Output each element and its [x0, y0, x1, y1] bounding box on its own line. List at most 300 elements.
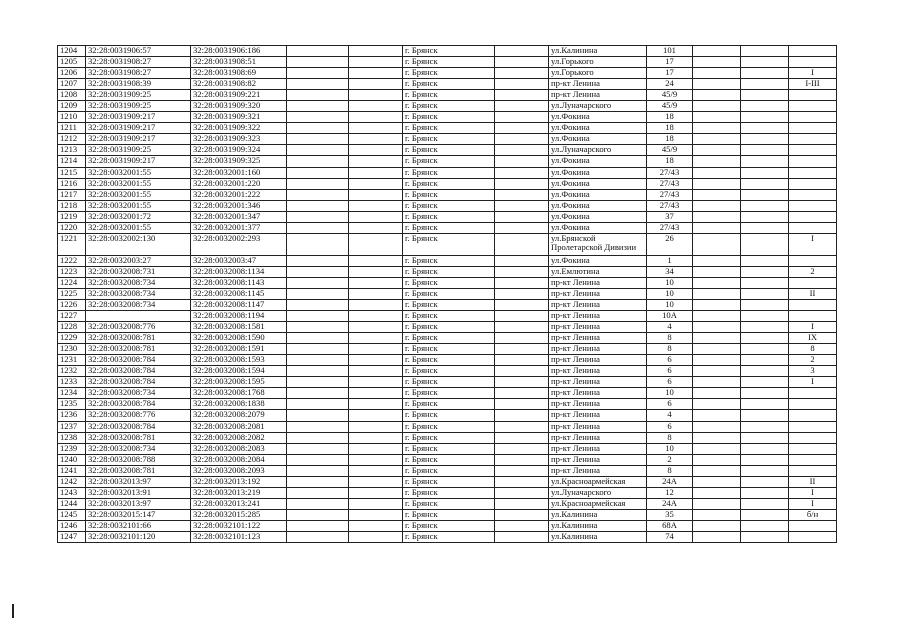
- empty-cell: [693, 112, 741, 123]
- empty-cell: [495, 123, 549, 134]
- empty-cell: [693, 134, 741, 145]
- street-cell: пр-кт Ленина: [549, 432, 647, 443]
- city-cell: г. Брянск: [403, 255, 495, 266]
- cadastral-object-cell: 32:28:0032008:1591: [191, 344, 287, 355]
- empty-cell: [349, 123, 403, 134]
- empty-cell: [349, 222, 403, 233]
- cadastral-object-cell: 32:28:0032003:47: [191, 255, 287, 266]
- empty-cell: [349, 355, 403, 366]
- empty-cell: [287, 101, 349, 112]
- empty-cell: [741, 388, 789, 399]
- premises-number-cell: [789, 421, 837, 432]
- cadastral-parcel-cell: 32:28:0032008:734: [86, 443, 191, 454]
- empty-cell: [349, 465, 403, 476]
- house-number-cell: 18: [647, 123, 693, 134]
- empty-cell: [741, 288, 789, 299]
- city-cell: г. Брянск: [403, 178, 495, 189]
- empty-cell: [287, 156, 349, 167]
- table-row: [58, 90, 837, 101]
- empty-cell: [349, 277, 403, 288]
- empty-cell: [349, 101, 403, 112]
- empty-cell: [741, 200, 789, 211]
- premises-number-cell: [789, 443, 837, 454]
- house-number-cell: 6: [647, 399, 693, 410]
- empty-cell: [349, 178, 403, 189]
- empty-cell: [287, 79, 349, 90]
- empty-cell: [495, 531, 549, 542]
- empty-cell: [495, 432, 549, 443]
- empty-cell: [741, 421, 789, 432]
- cadastral-object-cell: 32:28:0032101:122: [191, 520, 287, 531]
- cadastral-parcel-cell: 32:28:0031909:217: [86, 123, 191, 134]
- row-number-cell: 1240: [58, 454, 86, 465]
- empty-cell: [349, 79, 403, 90]
- street-cell: ул.Калинина: [549, 509, 647, 520]
- empty-cell: [287, 399, 349, 410]
- cadastral-parcel-cell: 32:28:0031909:217: [86, 156, 191, 167]
- house-number-cell: 74: [647, 531, 693, 542]
- empty-cell: [349, 134, 403, 145]
- city-cell: г. Брянск: [403, 355, 495, 366]
- table-row: [58, 255, 837, 266]
- empty-cell: [741, 443, 789, 454]
- city-cell: г. Брянск: [403, 509, 495, 520]
- premises-number-cell: II: [789, 288, 837, 299]
- register-rows: [58, 46, 837, 543]
- row-number-cell: 1237: [58, 421, 86, 432]
- cadastral-parcel-cell: 32:28:0032001:55: [86, 200, 191, 211]
- row-number-cell: 1215: [58, 167, 86, 178]
- house-number-cell: 10А: [647, 311, 693, 322]
- house-number-cell: 17: [647, 57, 693, 68]
- empty-cell: [349, 255, 403, 266]
- empty-cell: [693, 101, 741, 112]
- house-number-cell: 2: [647, 454, 693, 465]
- empty-cell: [741, 311, 789, 322]
- row-number-cell: 1230: [58, 344, 86, 355]
- table-row: [58, 498, 837, 509]
- street-cell: ул.Красноармейская: [549, 476, 647, 487]
- row-number-cell: 1234: [58, 388, 86, 399]
- empty-cell: [741, 123, 789, 134]
- cadastral-object-cell: 32:28:0032008:1134: [191, 266, 287, 277]
- cadastral-object-cell: 32:28:0031909:323: [191, 134, 287, 145]
- house-number-cell: 10: [647, 288, 693, 299]
- house-number-cell: 6: [647, 355, 693, 366]
- empty-cell: [349, 344, 403, 355]
- cadastral-object-cell: 32:28:0031908:82: [191, 79, 287, 90]
- empty-cell: [693, 57, 741, 68]
- table-row: [58, 266, 837, 277]
- empty-cell: [495, 156, 549, 167]
- city-cell: г. Брянск: [403, 156, 495, 167]
- premises-number-cell: I: [789, 487, 837, 498]
- empty-cell: [495, 311, 549, 322]
- house-number-cell: 45/9: [647, 90, 693, 101]
- house-number-cell: 1: [647, 255, 693, 266]
- city-cell: г. Брянск: [403, 57, 495, 68]
- empty-cell: [693, 432, 741, 443]
- table-row: [58, 366, 837, 377]
- empty-cell: [693, 90, 741, 101]
- empty-cell: [693, 222, 741, 233]
- table-row: [58, 377, 837, 388]
- premises-number-cell: [789, 57, 837, 68]
- city-cell: г. Брянск: [403, 266, 495, 277]
- empty-cell: [349, 167, 403, 178]
- cadastral-object-cell: 32:28:0032001:220: [191, 178, 287, 189]
- table-row: [58, 410, 837, 421]
- table-row: [58, 112, 837, 123]
- house-number-cell: 45/9: [647, 145, 693, 156]
- empty-cell: [349, 68, 403, 79]
- city-cell: г. Брянск: [403, 299, 495, 310]
- empty-cell: [349, 366, 403, 377]
- empty-cell: [693, 399, 741, 410]
- cadastral-object-cell: 32:28:0031909:221: [191, 90, 287, 101]
- empty-cell: [741, 454, 789, 465]
- empty-cell: [693, 46, 741, 57]
- city-cell: г. Брянск: [403, 377, 495, 388]
- table-row: [58, 465, 837, 476]
- empty-cell: [741, 355, 789, 366]
- empty-cell: [495, 233, 549, 255]
- house-number-cell: 27/43: [647, 200, 693, 211]
- cadastral-object-cell: 32:28:0032002:293: [191, 233, 287, 255]
- row-number-cell: 1205: [58, 57, 86, 68]
- premises-number-cell: [789, 112, 837, 123]
- empty-cell: [495, 277, 549, 288]
- premises-number-cell: [789, 145, 837, 156]
- cadastral-parcel-cell: 32:28:0032008:788: [86, 454, 191, 465]
- table-row: [58, 432, 837, 443]
- premises-number-cell: [789, 399, 837, 410]
- empty-cell: [693, 68, 741, 79]
- cadastral-parcel-cell: 32:28:0032013:91: [86, 487, 191, 498]
- premises-number-cell: [789, 277, 837, 288]
- street-cell: ул.Калинина: [549, 520, 647, 531]
- empty-cell: [693, 509, 741, 520]
- table-row: [58, 57, 837, 68]
- empty-cell: [693, 322, 741, 333]
- street-cell: ул.Горького: [549, 57, 647, 68]
- empty-cell: [693, 454, 741, 465]
- empty-cell: [495, 57, 549, 68]
- street-cell: ул.Луначарского: [549, 101, 647, 112]
- table-row: [58, 454, 837, 465]
- cadastral-object-cell: 32:28:0032008:1768: [191, 388, 287, 399]
- empty-cell: [495, 344, 549, 355]
- cadastral-object-cell: 32:28:0031909:320: [191, 101, 287, 112]
- cadastral-object-cell: 32:28:0031909:322: [191, 123, 287, 134]
- city-cell: г. Брянск: [403, 498, 495, 509]
- table-row: [58, 134, 837, 145]
- empty-cell: [693, 377, 741, 388]
- cadastral-parcel-cell: 32:28:0032008:784: [86, 421, 191, 432]
- empty-cell: [287, 366, 349, 377]
- house-number-cell: 4: [647, 410, 693, 421]
- empty-cell: [287, 498, 349, 509]
- row-number-cell: 1217: [58, 189, 86, 200]
- street-cell: ул.Фокина: [549, 255, 647, 266]
- empty-cell: [287, 200, 349, 211]
- house-number-cell: 24А: [647, 498, 693, 509]
- street-cell: пр-кт Ленина: [549, 421, 647, 432]
- row-number-cell: 1219: [58, 211, 86, 222]
- empty-cell: [741, 79, 789, 90]
- table-row: [58, 79, 837, 90]
- empty-cell: [741, 90, 789, 101]
- house-number-cell: 10: [647, 299, 693, 310]
- street-cell: ул.Фокина: [549, 222, 647, 233]
- cadastral-object-cell: 32:28:0032008:1595: [191, 377, 287, 388]
- premises-number-cell: IX: [789, 333, 837, 344]
- row-number-cell: 1222: [58, 255, 86, 266]
- row-number-cell: 1209: [58, 101, 86, 112]
- cadastral-object-cell: 32:28:0032008:2082: [191, 432, 287, 443]
- empty-cell: [495, 90, 549, 101]
- empty-cell: [495, 134, 549, 145]
- empty-cell: [287, 509, 349, 520]
- premises-number-cell: 2: [789, 355, 837, 366]
- cadastral-object-cell: 32:28:0031909:325: [191, 156, 287, 167]
- city-cell: г. Брянск: [403, 421, 495, 432]
- empty-cell: [495, 46, 549, 57]
- cadastral-parcel-cell: 32:28:0032008:781: [86, 432, 191, 443]
- premises-number-cell: [789, 134, 837, 145]
- row-number-cell: 1232: [58, 366, 86, 377]
- empty-cell: [741, 101, 789, 112]
- city-cell: г. Брянск: [403, 167, 495, 178]
- empty-cell: [495, 322, 549, 333]
- empty-cell: [495, 112, 549, 123]
- cadastral-parcel-cell: 32:28:0031908:39: [86, 79, 191, 90]
- empty-cell: [349, 156, 403, 167]
- premises-number-cell: [789, 454, 837, 465]
- empty-cell: [287, 211, 349, 222]
- city-cell: г. Брянск: [403, 311, 495, 322]
- house-number-cell: 34: [647, 266, 693, 277]
- premises-number-cell: I: [789, 233, 837, 255]
- empty-cell: [741, 377, 789, 388]
- empty-cell: [693, 167, 741, 178]
- premises-number-cell: [789, 255, 837, 266]
- empty-cell: [287, 222, 349, 233]
- street-cell: ул.Фокина: [549, 123, 647, 134]
- house-number-cell: 24А: [647, 476, 693, 487]
- empty-cell: [495, 189, 549, 200]
- empty-cell: [349, 145, 403, 156]
- empty-cell: [495, 465, 549, 476]
- cadastral-object-cell: 32:28:0032008:1194: [191, 311, 287, 322]
- empty-cell: [693, 366, 741, 377]
- empty-cell: [741, 222, 789, 233]
- cadastral-object-cell: 32:28:0032015:285: [191, 509, 287, 520]
- house-number-cell: 6: [647, 377, 693, 388]
- empty-cell: [495, 399, 549, 410]
- empty-cell: [495, 68, 549, 79]
- cadastral-object-cell: 32:28:0032001:346: [191, 200, 287, 211]
- house-number-cell: 8: [647, 333, 693, 344]
- cadastral-parcel-cell: 32:28:0032008:734: [86, 277, 191, 288]
- empty-cell: [349, 377, 403, 388]
- house-number-cell: 18: [647, 134, 693, 145]
- empty-cell: [287, 266, 349, 277]
- table-row: [58, 388, 837, 399]
- premises-number-cell: [789, 101, 837, 112]
- street-cell: пр-кт Ленина: [549, 311, 647, 322]
- cadastral-parcel-cell: 32:28:0031908:27: [86, 68, 191, 79]
- empty-cell: [741, 145, 789, 156]
- empty-cell: [693, 299, 741, 310]
- cadastral-parcel-cell: 32:28:0031906:57: [86, 46, 191, 57]
- premises-number-cell: I-III: [789, 79, 837, 90]
- cadastral-parcel-cell: 32:28:0032008:784: [86, 355, 191, 366]
- table-row: [58, 399, 837, 410]
- cadastral-object-cell: 32:28:0032013:192: [191, 476, 287, 487]
- street-cell: ул.Фокина: [549, 167, 647, 178]
- empty-cell: [287, 454, 349, 465]
- empty-cell: [287, 476, 349, 487]
- cadastral-object-cell: 32:28:0032008:2079: [191, 410, 287, 421]
- city-cell: г. Брянск: [403, 531, 495, 542]
- cadastral-parcel-cell: 32:28:0032008:781: [86, 344, 191, 355]
- empty-cell: [693, 410, 741, 421]
- empty-cell: [287, 277, 349, 288]
- city-cell: г. Брянск: [403, 79, 495, 90]
- row-number-cell: 1242: [58, 476, 86, 487]
- empty-cell: [693, 145, 741, 156]
- empty-cell: [287, 421, 349, 432]
- empty-cell: [495, 255, 549, 266]
- city-cell: г. Брянск: [403, 487, 495, 498]
- city-cell: г. Брянск: [403, 520, 495, 531]
- empty-cell: [741, 520, 789, 531]
- empty-cell: [693, 266, 741, 277]
- cadastral-object-cell: 32:28:0032008:1593: [191, 355, 287, 366]
- cadastral-parcel-cell: 32:28:0031909:217: [86, 112, 191, 123]
- city-cell: г. Брянск: [403, 443, 495, 454]
- row-number-cell: 1206: [58, 68, 86, 79]
- table-row: [58, 167, 837, 178]
- empty-cell: [349, 311, 403, 322]
- street-cell: пр-кт Ленина: [549, 344, 647, 355]
- premises-number-cell: [789, 520, 837, 531]
- empty-cell: [741, 465, 789, 476]
- city-cell: г. Брянск: [403, 388, 495, 399]
- empty-cell: [495, 443, 549, 454]
- row-number-cell: 1243: [58, 487, 86, 498]
- empty-cell: [287, 520, 349, 531]
- premises-number-cell: [789, 90, 837, 101]
- empty-cell: [349, 322, 403, 333]
- empty-cell: [495, 299, 549, 310]
- empty-cell: [741, 498, 789, 509]
- city-cell: г. Брянск: [403, 101, 495, 112]
- empty-cell: [349, 520, 403, 531]
- cadastral-object-cell: 32:28:0031908:69: [191, 68, 287, 79]
- cadastral-object-cell: 32:28:0032008:1594: [191, 366, 287, 377]
- empty-cell: [349, 233, 403, 255]
- premises-number-cell: [789, 156, 837, 167]
- table-row: [58, 333, 837, 344]
- empty-cell: [693, 123, 741, 134]
- house-number-cell: 101: [647, 46, 693, 57]
- empty-cell: [349, 266, 403, 277]
- empty-cell: [693, 255, 741, 266]
- cadastral-object-cell: 32:28:0032008:1147: [191, 299, 287, 310]
- empty-cell: [287, 410, 349, 421]
- premises-number-cell: [789, 388, 837, 399]
- empty-cell: [287, 112, 349, 123]
- empty-cell: [741, 112, 789, 123]
- empty-cell: [349, 421, 403, 432]
- empty-cell: [349, 333, 403, 344]
- empty-cell: [495, 476, 549, 487]
- empty-cell: [693, 520, 741, 531]
- table-row: [58, 487, 837, 498]
- premises-number-cell: [789, 46, 837, 57]
- cadastral-parcel-cell: 32:28:0031909:217: [86, 134, 191, 145]
- cadastral-object-cell: 32:28:0031909:321: [191, 112, 287, 123]
- row-number-cell: 1210: [58, 112, 86, 123]
- empty-cell: [495, 498, 549, 509]
- row-number-cell: 1236: [58, 410, 86, 421]
- empty-cell: [741, 46, 789, 57]
- empty-cell: [741, 299, 789, 310]
- empty-cell: [349, 432, 403, 443]
- empty-cell: [287, 311, 349, 322]
- empty-cell: [495, 178, 549, 189]
- property-register-table: [57, 45, 837, 543]
- cadastral-parcel-cell: 32:28:0032008:776: [86, 322, 191, 333]
- city-cell: г. Брянск: [403, 432, 495, 443]
- cadastral-parcel-cell: 32:28:0031909:25: [86, 101, 191, 112]
- premises-number-cell: [789, 410, 837, 421]
- row-number-cell: 1220: [58, 222, 86, 233]
- cadastral-object-cell: 32:28:0032101:123: [191, 531, 287, 542]
- empty-cell: [495, 200, 549, 211]
- empty-cell: [495, 101, 549, 112]
- street-cell: ул.Красноармейская: [549, 498, 647, 509]
- cadastral-parcel-cell: 32:28:0032008:781: [86, 333, 191, 344]
- premises-number-cell: [789, 123, 837, 134]
- empty-cell: [287, 465, 349, 476]
- empty-cell: [495, 410, 549, 421]
- city-cell: г. Брянск: [403, 189, 495, 200]
- city-cell: г. Брянск: [403, 277, 495, 288]
- row-number-cell: 1246: [58, 520, 86, 531]
- empty-cell: [495, 333, 549, 344]
- empty-cell: [287, 167, 349, 178]
- document-page: [57, 45, 837, 543]
- cadastral-parcel-cell: 32:28:0032015:147: [86, 509, 191, 520]
- empty-cell: [495, 211, 549, 222]
- empty-cell: [287, 145, 349, 156]
- house-number-cell: 27/43: [647, 189, 693, 200]
- cadastral-object-cell: 32:28:0031908:51: [191, 57, 287, 68]
- street-cell: пр-кт Ленина: [549, 366, 647, 377]
- premises-number-cell: [789, 167, 837, 178]
- cadastral-object-cell: 32:28:0032008:1143: [191, 277, 287, 288]
- empty-cell: [693, 233, 741, 255]
- empty-cell: [693, 443, 741, 454]
- table-row: [58, 520, 837, 531]
- cadastral-object-cell: 32:28:0032013:219: [191, 487, 287, 498]
- cadastral-parcel-cell: 32:28:0032008:784: [86, 366, 191, 377]
- street-cell: ул.Фокина: [549, 112, 647, 123]
- empty-cell: [287, 134, 349, 145]
